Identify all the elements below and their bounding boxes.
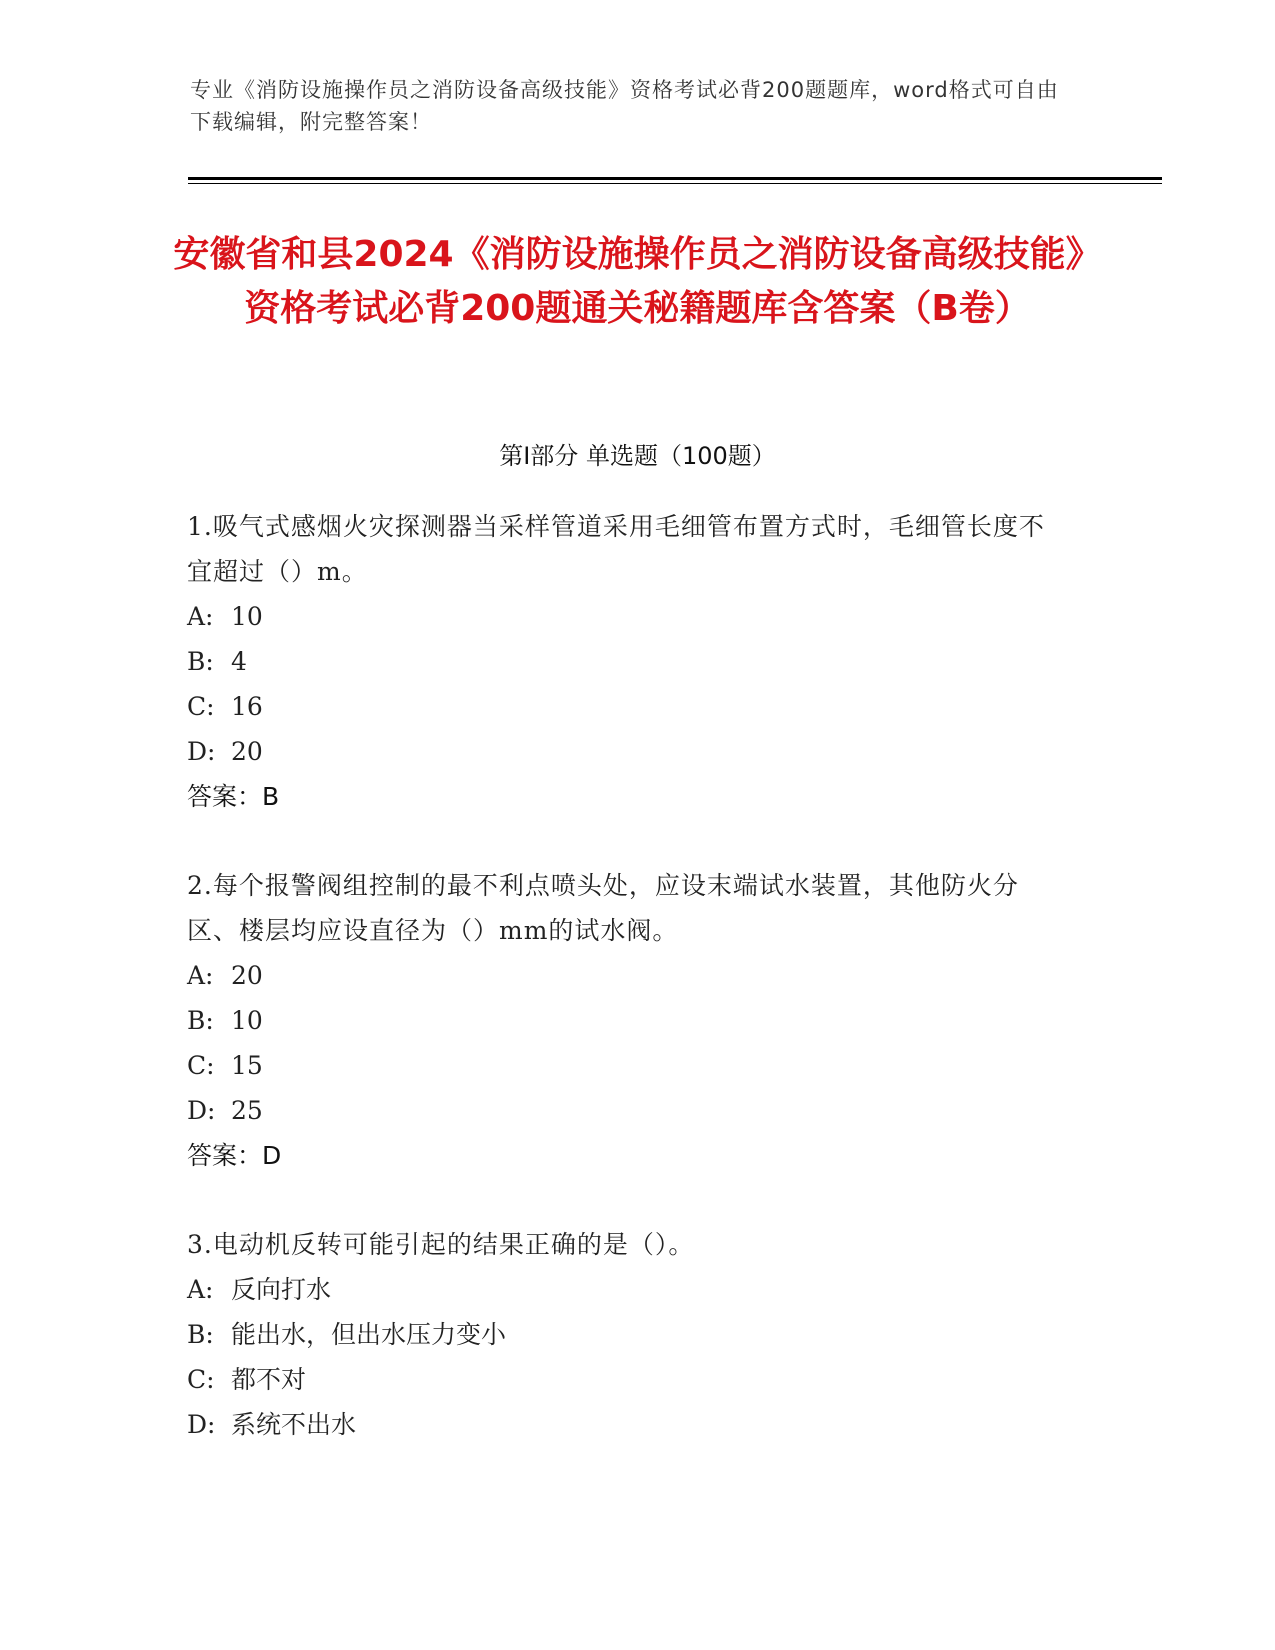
option-b — [187, 639, 1067, 684]
option-text: 10 — [231, 602, 263, 631]
option-key: B: — [187, 1006, 214, 1035]
option-text: 25 — [231, 1096, 263, 1125]
answer: 答案：D — [187, 1141, 282, 1170]
answer: 答案：B — [187, 782, 280, 811]
document-title: 安徽省和县2024《消防设施操作员之消防设备高级技能》资格考试必背200题通关秘籍题库含答案（B卷） — [173, 234, 1102, 329]
option-key: B: — [187, 647, 214, 676]
option-key: B: — [187, 1320, 214, 1349]
option-a — [187, 953, 1067, 998]
option-key: C: — [187, 1365, 215, 1394]
option-text: 能出水，但出水压力变小 — [231, 1320, 507, 1349]
option-b — [187, 1312, 1067, 1357]
question-stem: 1.吸气式感烟火灾探测器当采样管道采用毛细管布置方式时，毛细管长度不宜超过（）m。 — [187, 512, 1045, 586]
option-d — [187, 729, 1067, 774]
header-divider-thin — [188, 183, 1162, 184]
option-key: C: — [187, 1051, 215, 1080]
option-key: D: — [187, 1096, 216, 1125]
question-stem: 3.电动机反转可能引起的结果正确的是（）。 — [187, 1230, 695, 1259]
option-c — [187, 1043, 1067, 1088]
question-3 — [187, 1222, 1067, 1447]
option-key: A: — [187, 961, 214, 990]
option-d — [187, 1088, 1067, 1133]
option-c — [187, 1357, 1067, 1402]
question-1 — [187, 504, 1067, 819]
option-key: D: — [187, 1410, 216, 1439]
option-key: D: — [187, 737, 216, 766]
option-key: C: — [187, 692, 215, 721]
option-text: 都不对 — [231, 1365, 307, 1394]
option-a — [187, 594, 1067, 639]
option-key: A: — [187, 1275, 214, 1304]
option-text: 10 — [231, 1006, 263, 1035]
header-divider-thick — [188, 177, 1162, 180]
option-text: 反向打水 — [231, 1275, 332, 1304]
question-stem: 2.每个报警阀组控制的最不利点喷头处，应设末端试水装置，其他防火分区、楼层均应设直径为（）mm的试水阀。 — [187, 871, 1019, 945]
option-b — [187, 998, 1067, 1043]
question-2 — [187, 863, 1067, 1178]
option-text: 15 — [231, 1051, 263, 1080]
option-c — [187, 684, 1067, 729]
section-heading: 第Ⅰ部分 单选题（100题） — [499, 442, 776, 470]
option-text: 4 — [231, 647, 247, 676]
option-d — [187, 1402, 1067, 1447]
option-text: 20 — [231, 961, 263, 990]
option-text: 20 — [231, 737, 263, 766]
option-text: 16 — [231, 692, 263, 721]
option-text: 系统不出水 — [231, 1410, 357, 1439]
option-a — [187, 1267, 1067, 1312]
option-key: A: — [187, 602, 214, 631]
header-note: 专业《消防设施操作员之消防设备高级技能》资格考试必背200题题库，word格式可自由下载编辑，附完整答案！ — [190, 78, 1059, 134]
